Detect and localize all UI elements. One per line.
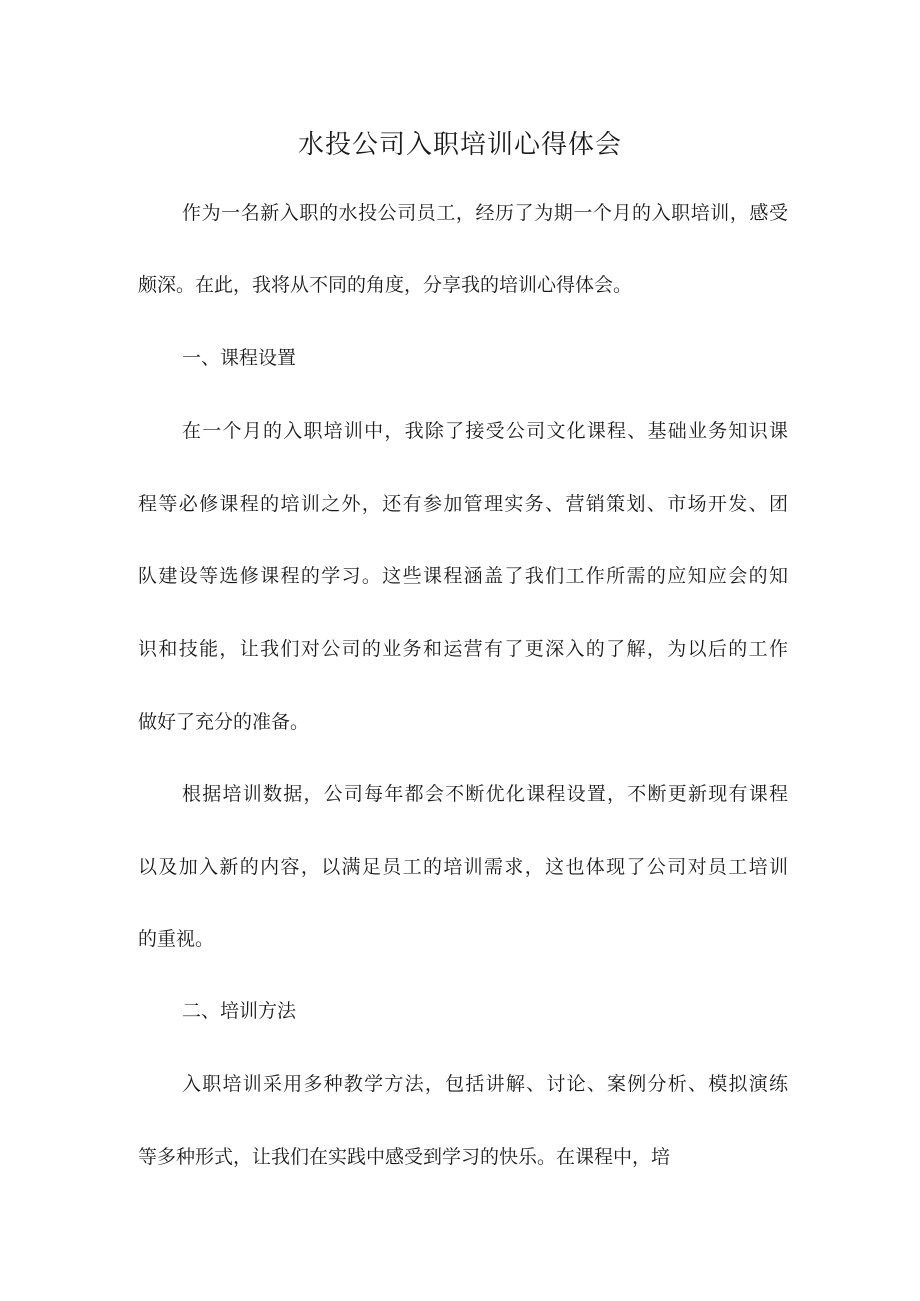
paragraph-2-line-1: 在一个月的入职培训中，我除了接受公司文化课程、基础业务知识课 [182,420,788,442]
paragraph-3-line-1: 根据培训数据，公司每年都会不断优化课程设置，不断更新现有课程 [182,783,788,805]
section-heading-course-setup: 一、课程设置 [182,347,297,369]
paragraph-2-line-2: 程等必修课程的培训之外，还有参加管理实务、营销策划、市场开发、团 [138,493,788,515]
paragraph-2-line-4: 识和技能，让我们对公司的业务和运营有了更深入的了解，为以后的工作 [138,638,788,660]
paragraph-4-line-1: 入职培训采用多种教学方法，包括讲解、讨论、案例分析、模拟演练 [182,1073,788,1095]
paragraph-4-line-2: 等多种形式，让我们在实践中感受到学习的快乐。在课程中，培 [138,1146,671,1168]
paragraph-1-line-2: 颇深。在此，我将从不同的角度，分享我的培训心得体会。 [138,274,633,296]
section-heading-training-methods: 二、培训方法 [182,1000,297,1022]
paragraph-3-line-3: 的重视。 [138,928,215,950]
paragraph-3-line-2: 以及加入新的内容，以满足员工的培训需求，这也体现了公司对员工培训 [138,856,788,878]
paragraph-2-line-5: 做好了充分的准备。 [138,711,310,733]
paragraph-2-line-3: 队建设等选修课程的学习。这些课程涵盖了我们工作所需的应知应会的知 [138,565,788,587]
document-title: 水投公司入职培训心得体会 [297,130,622,160]
paragraph-1-line-1: 作为一名新入职的水投公司员工，经历了为期一个月的入职培训，感受 [182,202,788,224]
